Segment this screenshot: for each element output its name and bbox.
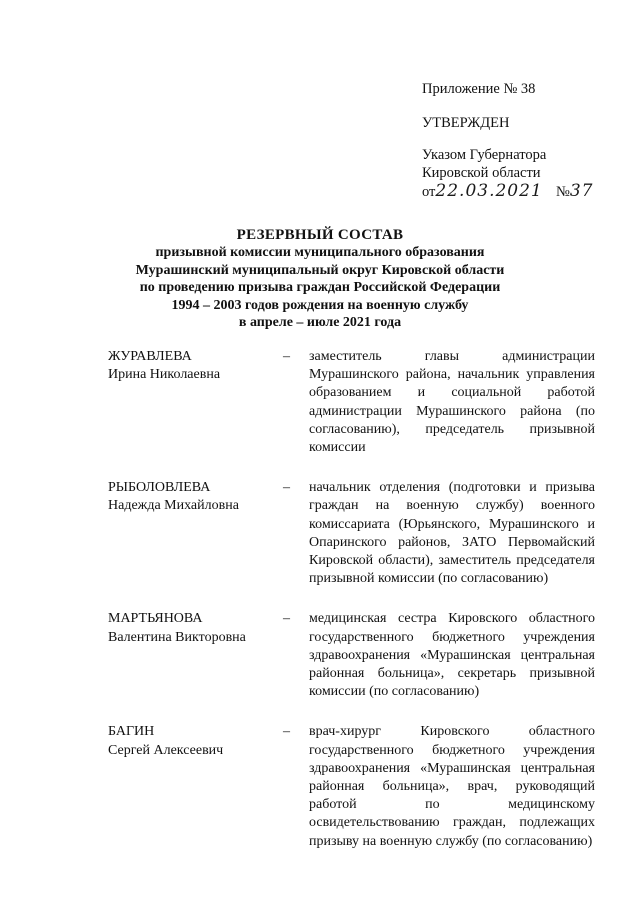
member-entry xyxy=(108,723,598,850)
decree-line-2: Кировской области xyxy=(422,165,541,181)
member-description: заместитель главы администрации Мурашинского района, начальник управления образованием и социальной работой администрации Мурашинского района (по согласованию), председатель призывной комиссии xyxy=(309,349,595,456)
member-name xyxy=(108,610,283,701)
member-given-name: Ирина Николаевна xyxy=(108,367,221,383)
member-surname: БАГИН xyxy=(108,724,155,740)
decree-date-number xyxy=(422,182,593,201)
title-line: в апреле – июле 2021 года xyxy=(238,315,402,330)
title-line: по проведению призыва граждан Российской Федерации xyxy=(139,280,501,295)
member-entry xyxy=(108,479,598,588)
member-entry xyxy=(108,348,598,457)
approved-stamp-text: УТВЕРЖДЕН xyxy=(422,115,510,131)
title-main: РЕЗЕРВНЫЙ СОСТАВ xyxy=(236,227,404,243)
handwritten-number: 37 xyxy=(569,181,594,201)
from-label: от xyxy=(422,184,436,200)
member-dash: – xyxy=(283,480,290,496)
member-description: врач-хирург Кировского областного государственного бюджетного учреждения здравоохранения «Мурашинская центральная районная больница», врач, руководящий работой по медицинскому освидетельствованию граждан, подлежащих призыву на военную службу (по согласованию) xyxy=(309,724,595,849)
decree-line-1: Указом Губернатора xyxy=(422,147,547,163)
approval-block xyxy=(422,80,622,201)
member-name xyxy=(108,348,283,457)
member-given-name: Надежда Михайловна xyxy=(108,498,239,514)
member-dash: – xyxy=(283,611,290,627)
handwritten-date: 22.03.2021 xyxy=(435,181,543,201)
title-line: Мурашинский муниципальный округ Кировской области xyxy=(135,262,505,278)
member-surname: РЫБОЛОВЛЕВА xyxy=(108,480,211,496)
document-title xyxy=(0,226,640,332)
member-dash: – xyxy=(283,724,290,740)
appendix-number: Приложение № 38 xyxy=(422,81,536,97)
member-given-name: Сергей Алексеевич xyxy=(108,742,224,758)
title-line: призывной комиссии муниципального образования xyxy=(155,245,485,260)
member-entry xyxy=(108,610,598,701)
member-dash: – xyxy=(283,349,290,364)
member-description: медицинская сестра Кировского областного государственного бюджетного учреждения здравоохранения «Мурашинская центральная районная больница», секретарь призывной комиссии (по согласованию) xyxy=(309,611,595,700)
member-name xyxy=(108,723,283,850)
member-name xyxy=(108,479,283,588)
members-list xyxy=(108,348,598,851)
member-surname: МАРТЬЯНОВА xyxy=(108,611,203,627)
member-given-name: Валентина Викторовна xyxy=(108,629,246,645)
member-surname: ЖУРАВЛЕВА xyxy=(108,349,192,364)
member-description: начальник отделения (подготовки и призыва граждан на военную службу) военного комиссариата (Юрьянского, Мурашинского и Опаринского районов, ЗАТО Первомайский Кировской области), заместитель председателя призывной комиссии (по согласованию) xyxy=(309,480,595,587)
number-label: № xyxy=(556,184,570,200)
title-line: 1994 – 2003 годов рождения на военную службу xyxy=(171,297,469,313)
